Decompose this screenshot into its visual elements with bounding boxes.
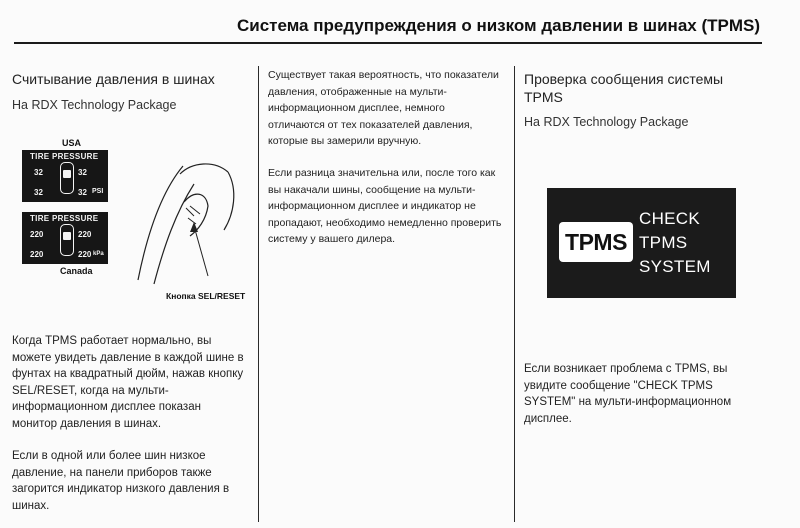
column-divider-left [258,66,259,522]
middle-paragraph-2: Если разница значительна или, после того как вы накачали шины, сообщение на мульти-информационном дисплее и индикатор не пропадают, необходимо немедленно проверить систему у вашего дилера. [268,167,502,245]
usa-front-left-value: 32 [34,168,43,177]
usa-pressure-display [22,150,108,202]
tpms-logo-icon: TPMS [559,222,633,262]
canada-label: Canada [60,266,93,276]
usa-rear-left-value: 32 [34,188,43,197]
usa-unit-label: PSI [92,188,104,195]
column-divider-right [514,66,515,522]
steering-wheel-sketch-icon [128,150,246,290]
middle-paragraph-1: Существует такая вероятность, что показатели давления, отображенные на мульти-информационном дисплее, немного отличаются от тех показателей давления, которые вы замерили вручную. [268,69,499,147]
display-line-2: TPMS [639,233,688,252]
right-subheading: На RDX Technology Package [524,115,689,129]
right-paragraph-1: Если возникает проблема с TPMS, вы увидите сообщение "CHECK TPMS SYSTEM" на мульти-информационном дисплее. [524,363,732,425]
canada-unit-label: kPa [93,251,104,257]
left-paragraph-2: Если в одной или более шин низкое давление, на панели приборов также загорится индикатор низкого давления в шинах. [12,450,230,512]
canada-rear-right-value: 220 [78,250,92,259]
left-paragraph-1: Когда TPMS работает нормально, вы можете увидеть давление в каждой шине в фунтах на квадратный дюйм, нажав кнопку SEL/RESET, когда на мульти-информационном дисплее показан монитор давления в шинах. [12,335,244,430]
canada-pressure-display [22,212,108,264]
display-line-1: CHECK [639,209,701,228]
canada-gauge-title: TIRE PRESSURE [30,214,99,223]
page-title: Система предупреждения о низком давлении в шинах (TPMS) [236,16,760,35]
header-rule [14,42,762,44]
car-icon [60,162,74,194]
sel-reset-button-label: Кнопка SEL/RESET [166,291,246,301]
usa-gauge-title: TIRE PRESSURE [30,152,99,161]
usa-rear-right-value: 32 [78,188,87,197]
canada-front-right-value: 220 [78,230,92,239]
display-line-3: SYSTEM [639,257,711,276]
check-tpms-display [547,188,736,298]
usa-label: USA [62,138,82,148]
left-heading: Считывание давления в шинах [12,71,215,87]
right-heading: Проверка сообщения системы TPMS [524,71,724,105]
left-subheading: На RDX Technology Package [12,98,177,112]
usa-front-right-value: 32 [78,168,87,177]
canada-rear-left-value: 220 [30,250,44,259]
canada-front-left-value: 220 [30,230,44,239]
car-icon [60,224,74,256]
